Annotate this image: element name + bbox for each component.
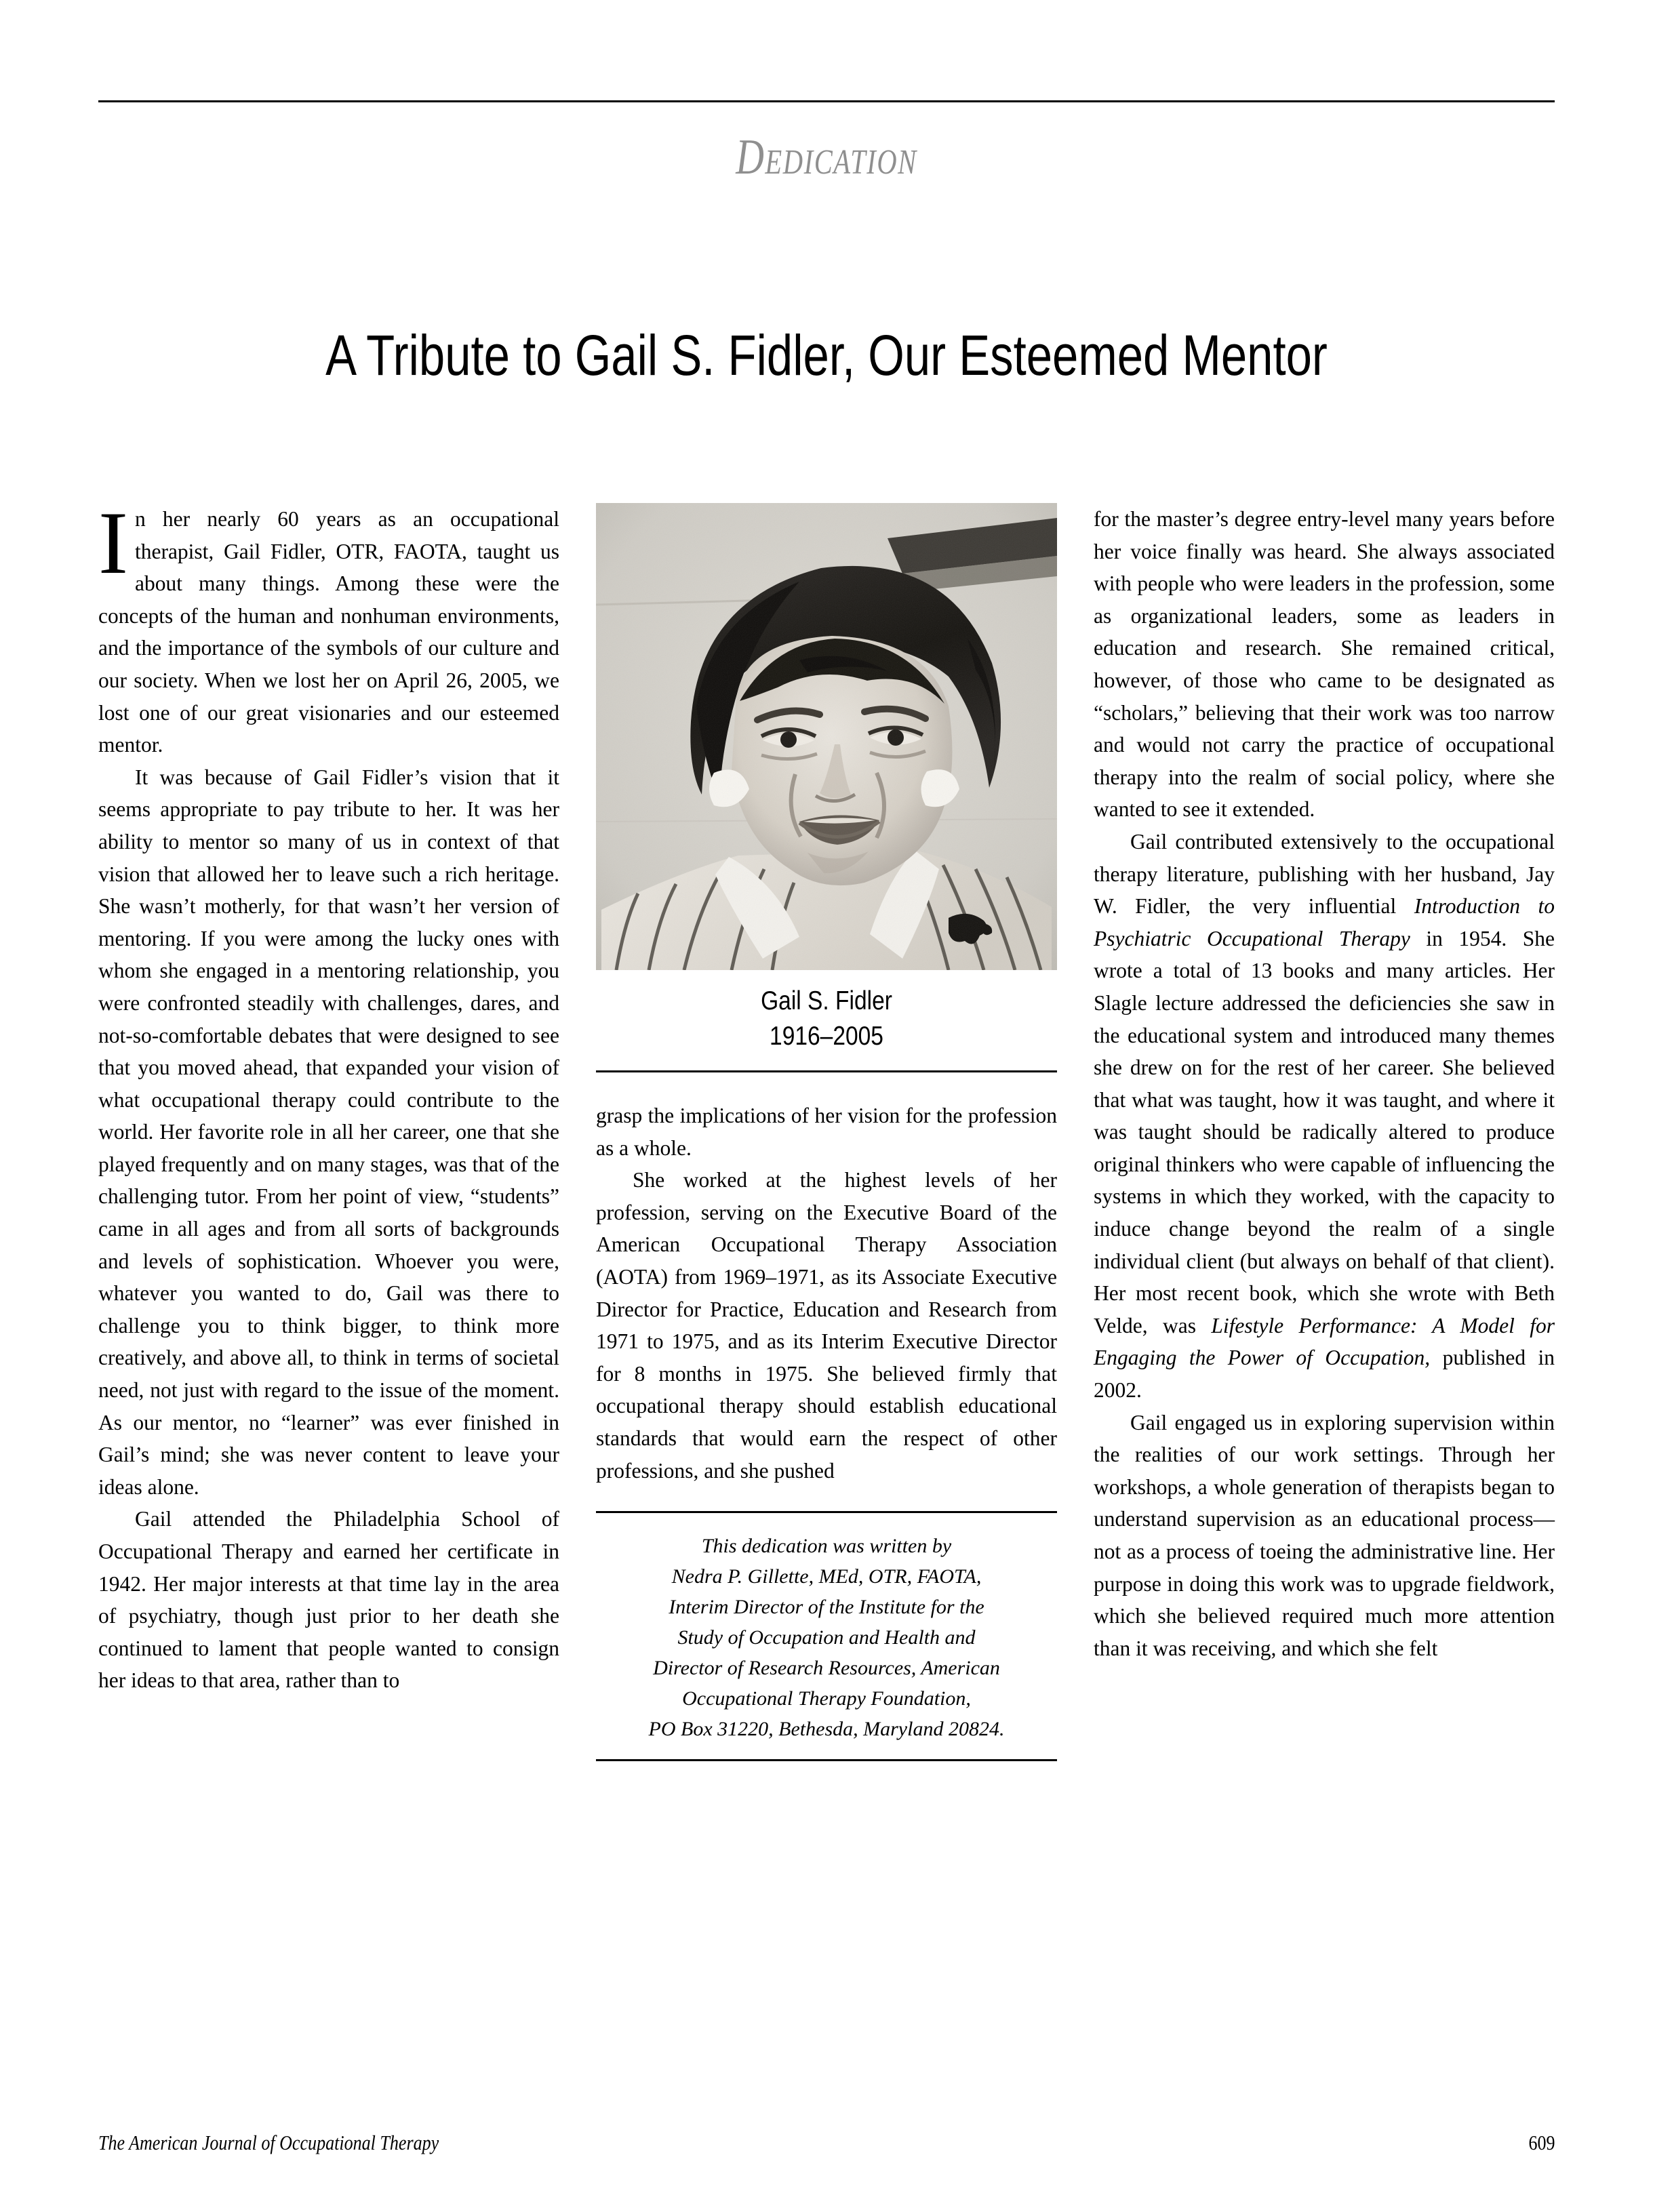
paragraph: In her nearly 60 years as an occupational therapist, Gail Fidler, OTR, FAOTA, taught us about many things. Among these were the concepts of the human and nonhuman environments, and the importance of the symbols of our culture and our society. When we lost her on April 26, 2005, we lost one of our great visionaries and our esteemed mentor. (98, 493, 559, 757)
paragraph: Gail attended the Philadelphia School of Occupational Therapy and earned her certificate in 1942. Her major interests at that time lay in the area of psychiatry, though just prior to her death she continued to lament that people wanted to consign her ideas to that area, rather than to (98, 1507, 559, 1693)
text-run: published in 2002. (1094, 1346, 1555, 1403)
spacer (596, 1072, 1057, 1100)
portrait-photo (596, 503, 1057, 970)
footnote-line: Nedra P. Gillette, MEd, OTR, FAOTA, (671, 1565, 982, 1588)
figure-caption (629, 984, 1025, 1054)
paragraph: She worked at the highest levels of her profession, serving on the Executive Board of the American Occupational Therapy Association (AOTA) from 1969–1971, as its Associate Executive Director for Practice, Education and Research from 1971 to 1975, and as its Interim Executive Director for 8 months in 1975. She believed firmly that occupational therapy should establish educational standards that would earn the respect of other professions, and she pushed (596, 1168, 1057, 1483)
footnote-rule-bottom (596, 1759, 1057, 1761)
footnote-line: Study of Occupation and Health and (677, 1626, 976, 1649)
figure-caption-dates: 1916–2005 (770, 1022, 883, 1051)
footnote-line: Director of Research Resources, American (653, 1657, 1000, 1680)
page-title: A Tribute to Gail S. Fidler, Our Esteemed Mentor (325, 323, 1328, 388)
footnote-line: Occupational Therapy Foundation, (682, 1687, 971, 1710)
header-rule (98, 100, 1555, 102)
text-run: in 1954. She wrote a total of 13 books and many articles. Her Slagle lecture addressed the deficiencies she saw in the educational system and introduced many themes she drew on for the rest of her career. She believed that what was taught, how it was taught, and where it was taught should be radically altered to produce original thinkers who were capable of influencing the systems in which they worked, with the capacity to induce change beyond the realm of a single individual client (but always on behalf of that client). Her most recent book, which she wrote with Beth Velde, was (1094, 926, 1555, 1338)
figure (596, 503, 1057, 1072)
column-3 (1094, 503, 1555, 1664)
paragraph: for the master’s degree entry-level many years before her voice finally was heard. She always associated with people who were leaders in the profession, some as organizational leaders, some as leaders in education and research. She remained critical, however, of those who came to be designated as “scholars,” believing that their work was too narrow and would not carry the practice of occupational therapy into the realm of social policy, where she wanted to see it extended. (1094, 507, 1555, 822)
footnote-line: This dedication was written by (701, 1535, 952, 1558)
article-columns (98, 493, 1555, 2062)
paragraph (1094, 826, 1555, 1407)
section-kicker: Dedication (736, 129, 917, 185)
paragraph: Gail engaged us in exploring supervision within the realities of our work settings. Through her workshops, a whole generation of therapists began to understand supervision as an educational process—not as a process of toeing the administrative line. Her purpose in doing this work was to upgrade fieldwork, which she believed required much more attention than it was receiving, and which she felt (1094, 1410, 1555, 1660)
book-title: Introduction to Psychiatric Occupational Therapy (1094, 894, 1555, 950)
footnote-line: PO Box 31220, Bethesda, Maryland 20824. (648, 1718, 1005, 1741)
book-title: Lifestyle Performance: A Model for Engaging the Power of Occupation, (1094, 1313, 1555, 1370)
column-1 (98, 493, 559, 1697)
figure-caption-name: Gail S. Fidler (761, 986, 892, 1015)
paragraph: grasp the implications of her vision for the profession as a whole. (596, 1104, 1057, 1160)
footnote-box (596, 1511, 1057, 1761)
column-2 (596, 503, 1057, 1761)
footer-page-number: 609 (1528, 2131, 1555, 2154)
page-footer (98, 2131, 1555, 2158)
footnote-line: Interim Director of the Institute for the (669, 1596, 984, 1619)
footnote-text (596, 1513, 1057, 1759)
figure-rule (596, 1070, 1057, 1072)
paragraph: It was because of Gail Fidler’s vision that it seems appropriate to pay tribute to her. It was her ability to mentor so many of us in context of that vision that allowed her to leave such a rich heritage. She wasn’t motherly, for that wasn’t her version of mentoring. If you were among the lucky ones with whom she engaged in a mentoring relationship, you were confronted steadily with challenges, dares, and not-so-comfortable debates that were designed to see that you moved ahead, that expanded your vision of what occupational therapy could contribute to the world. Her favorite role in all her career, one that she played frequently and on many stages, was that of the challenging tutor. From her point of view, “students” came in all ages and from all sorts of backgrounds and levels of sophistication. Whoever you were, whatever you wanted to do, Gail was there to challenge you to think bigger, to think more creatively, and above all, to think in terms of societal need, not just with regard to the issue of the moment. As our mentor, no “learner” was ever finished in Gail’s mind; she was never content to leave your ideas alone. (98, 765, 559, 1499)
text-run: Gail contributed extensively to the occupational therapy literature, publishing with her husband, Jay W. Fidler, the very influential (1094, 829, 1555, 919)
footer-journal-name: The American Journal of Occupational Therapy (98, 2131, 439, 2154)
